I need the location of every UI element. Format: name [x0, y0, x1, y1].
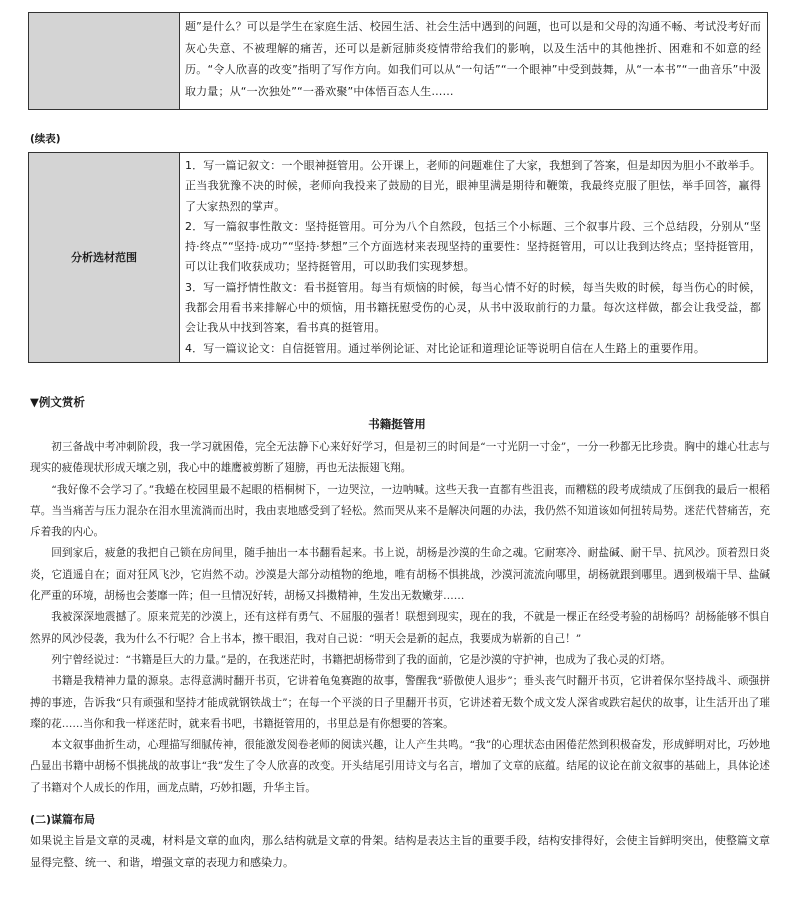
essay-paragraph: 回到家后，疲惫的我把自己锁在房间里，随手抽出一本书翻看起来。书上说，胡杨是沙漠的生命之魂。它耐寒冷、耐盐碱、耐干旱、抗风沙。顶着烈日炎炎，它逍遥自在；面对狂风飞沙，它岿然不动。沙漠是大部分动植物的绝地，唯有胡杨不惧挑战，沙漠河流流向哪里，胡杨就跟到哪里。遇到极端干旱、盐碱化严重的环境，胡杨也会萎靡一阵；但一旦情况好转，胡杨又抖擞精神，生发出无数嫩芽……	[30, 547, 770, 603]
essay-paragraph: 初三备战中考冲刺阶段，我一学习就困倦，完全无法静下心来好好学习，但是初三的时间是“一寸光阴一寸金”，一分一秒都无比珍贵。胸中的雄心壮志与现实的疲倦现状形成天壤之别，我心中的雄鹰被剪断了翅膀，再也无法振翅飞翔。	[30, 441, 770, 475]
essay-paragraph: “我好像不会学习了。”我蜷在校园里最不起眼的梧桐树下，一边哭泣，一边呐喊。这些天我一直都有些沮丧，而糟糕的段考成绩成了压倒我的最后一根稻草。当当痛苦与压力混杂在泪水里流淌而出时，我由衷地感受到了轻松。然而哭从来不是解决问题的办法，我仍然不知道该如何扭转局势。迷茫代替痛苦，充斥着我的内心。	[30, 483, 770, 539]
example-section-heading: ▼例文赏析	[30, 395, 85, 409]
scope-item-4: 4．写一篇议论文：自信挺管用。通过举例论证、对比论证和道理论证等说明自信在人生路上的重要作用。	[185, 341, 706, 355]
essay-paragraph: 列宁曾经说过：“书籍是巨大的力量。”是的，在我迷茫时，书籍把胡杨带到了我的面前，它是沙漠的守护神，也成为了我心灵的灯塔。	[51, 653, 672, 666]
essay-commentary: 本文叙事曲折生动，心理描写细腻传神，很能激发阅卷老师的阅读兴趣，让人产生共鸣。“我”的心理状态由困倦茫然到积极奋发，形成鲜明对比，巧妙地凸显出书籍中胡杨不惧挑战的故事让“我”发生了令人欣喜的改变。开头结尾引用诗文与名言，增加了文章的底蕴。结尾的议论在前文叙事的基础上，具体论述了书籍对个人成长的作用，画龙点睛，巧妙扣题，升华主旨。	[30, 739, 770, 794]
table-material-scope	[28, 152, 768, 363]
layout-section-heading: (二)谋篇布局	[30, 813, 96, 826]
essay-paragraph: 书籍是我精神力量的源泉。志得意满时翻开书页，它讲着龟兔赛跑的故事，警醒我“骄傲使人退步”；垂头丧气时翻开书页，它讲着保尔坚持战斗、顽强拼搏的事迹，告诉我“只有顽强和坚持才能成就钢铁战士”；在每一个平淡的日子里翻开书页，它讲述着无数个成文发人深省或跌宕起伏的故事，让生活开出了璀璨的花……当你和我一样迷茫时，就来看书吧，书籍挺管用的，书里总是有你想要的答案。	[30, 675, 770, 730]
material-scope-label: 分析选材范围	[29, 153, 180, 363]
essay-title: 书籍挺管用	[368, 417, 426, 431]
table-top-text: 题”是什么？可以是学生在家庭生活、校园生活、社会生活中遇到的问题，也可以是和父母的沟通不畅、考试没考好而灰心失意、不被理解的痛苦，还可以是新冠肺炎疫情带给我们的影响，以及生活中的其他挫折、困难和不如意的经历。“令人欣喜的改变”指明了写作方向。如我们可以从“一句话”“一个眼神”中受到鼓舞，从“一本书”“一曲音乐”中汲取力量；从“一次独处”“一番欢聚”中体悟百态人生……	[185, 20, 761, 98]
table-top-content-cell	[180, 13, 768, 110]
scope-item-1: 1．写一篇记叙文：一个眼神挺管用。公开课上，老师的问题难住了大家，我想到了答案，但是却因为胆小不敢举手。正当我犹豫不决的时候，老师向我投来了鼓励的目光，眼神里满是期待和鞭策，我最终克服了胆怯，举手回答，赢得了大家热烈的掌声。	[185, 159, 761, 213]
layout-section-text	[30, 830, 770, 873]
essay-paragraph: 我被深深地震撼了。原来荒芜的沙漠上，还有这样有勇气、不屈服的强者！联想到现实，现在的我，不就是一棵正在经受考验的胡杨吗？胡杨能够不惧自然界的风沙侵袭，我为什么不行呢？合上书本，擦干眼泪，我对自己说：“明天会是新的起点，我要成为崭新的自己！”	[30, 611, 770, 645]
material-scope-content	[180, 153, 768, 363]
table-top-continuation	[28, 12, 768, 110]
scope-item-2: 2．写一篇叙事性散文：坚持挺管用。可分为八个自然段，包括三个小标题、三个叙事片段、三个总结段，分别从“坚持·终点”“坚持·成功”“坚持·梦想”三个方面选材来表现坚持的重要性：坚持挺管用，可以让我到达终点；坚持挺管用，可以让我们收获成功；坚持挺管用，可以助我们实现梦想。	[185, 219, 761, 274]
continued-label: (续表)	[30, 133, 61, 145]
layout-paragraph: 如果说主旨是文章的灵魂，材料是文章的血肉，那么结构就是文章的骨架。结构是表达主旨的重要手段，结构安排得好，会使主旨鲜明突出，使整篇文章显得完整、统一、和谐，增强文章的表现力和感染力。	[30, 834, 770, 869]
essay-body	[30, 437, 770, 799]
scope-item-3: 3．写一篇抒情性散文：看书挺管用。每当有烦恼的时候，每当心情不好的时候，每当失败的时候，每当伤心的时候，我都会用看书来排解心中的烦恼，用书籍抚慰受伤的心灵，从书中汲取前行的力量。每次这样做，都会让我受益，都会让我从中找到答案，看书真的挺管用。	[185, 280, 761, 335]
table-top-label-cell	[29, 13, 180, 110]
